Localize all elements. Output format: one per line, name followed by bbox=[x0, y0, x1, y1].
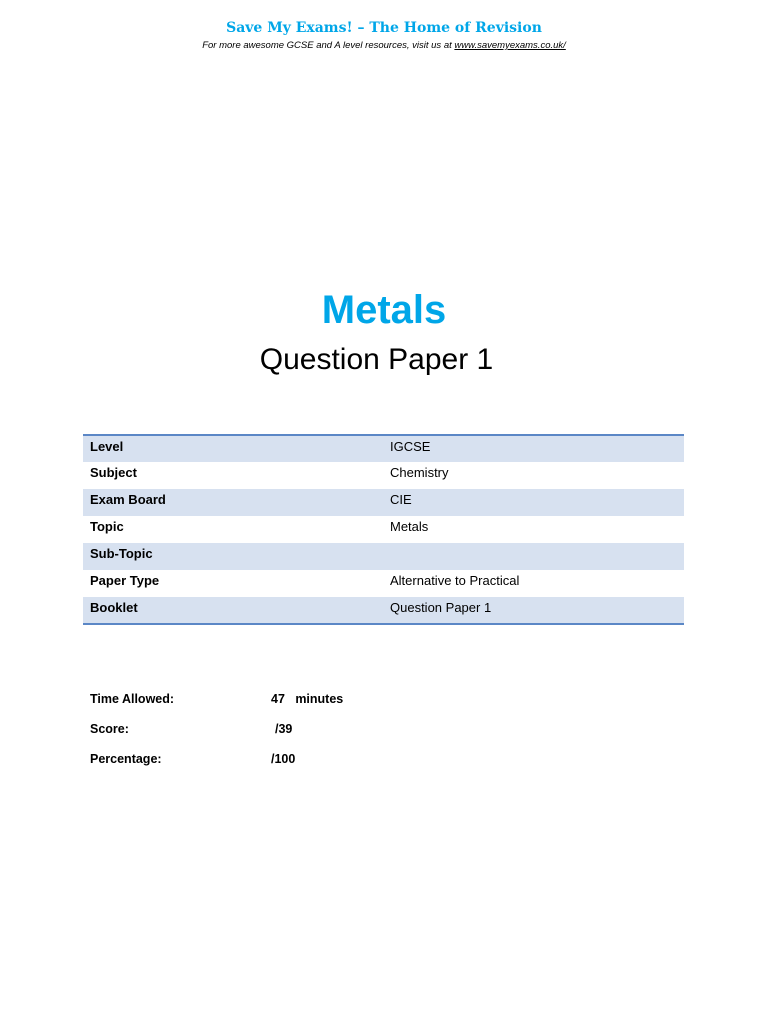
row-value-booklet: Question Paper 1 bbox=[383, 597, 684, 624]
row-value-level: IGCSE bbox=[383, 435, 684, 462]
row-label-level: Level bbox=[83, 435, 383, 462]
percentage-value: /100 bbox=[271, 752, 296, 766]
info-table bbox=[83, 434, 684, 625]
table-row bbox=[83, 570, 684, 597]
row-value-subject: Chemistry bbox=[383, 462, 684, 489]
table-row bbox=[83, 435, 684, 462]
score-value: /39 bbox=[275, 722, 293, 736]
row-label-paper-type: Paper Type bbox=[83, 570, 383, 597]
score-label: Score: bbox=[90, 722, 129, 736]
time-allowed-value: 47 minutes bbox=[271, 692, 344, 706]
table-row bbox=[83, 462, 684, 489]
table-row bbox=[83, 543, 684, 570]
row-label-subject: Subject bbox=[83, 462, 383, 489]
row-label-topic: Topic bbox=[83, 516, 383, 543]
row-value-exam-board: CIE bbox=[383, 489, 684, 516]
row-value-sub-topic bbox=[383, 543, 684, 570]
percentage-label: Percentage: bbox=[90, 752, 162, 766]
row-label-booklet: Booklet bbox=[83, 597, 383, 624]
site-header-title: Save My Exams! – The Home of Revision bbox=[226, 20, 542, 36]
row-label-exam-board: Exam Board bbox=[83, 489, 383, 516]
table-row bbox=[83, 516, 684, 543]
row-value-paper-type: Alternative to Practical bbox=[383, 570, 684, 597]
subtitle-text: For more awesome GCSE and A level resources, visit us at bbox=[202, 40, 455, 51]
table-row bbox=[83, 597, 684, 624]
site-header-subtitle bbox=[0, 40, 768, 51]
time-allowed-label: Time Allowed: bbox=[90, 692, 175, 706]
website-link[interactable]: www.savemyexams.co.uk/ bbox=[454, 40, 566, 51]
row-label-sub-topic: Sub-Topic bbox=[83, 543, 383, 570]
row-value-topic: Metals bbox=[383, 516, 684, 543]
table-row bbox=[83, 489, 684, 516]
document-subtitle: Question Paper 1 bbox=[259, 343, 494, 376]
document-title: Metals bbox=[321, 288, 447, 332]
